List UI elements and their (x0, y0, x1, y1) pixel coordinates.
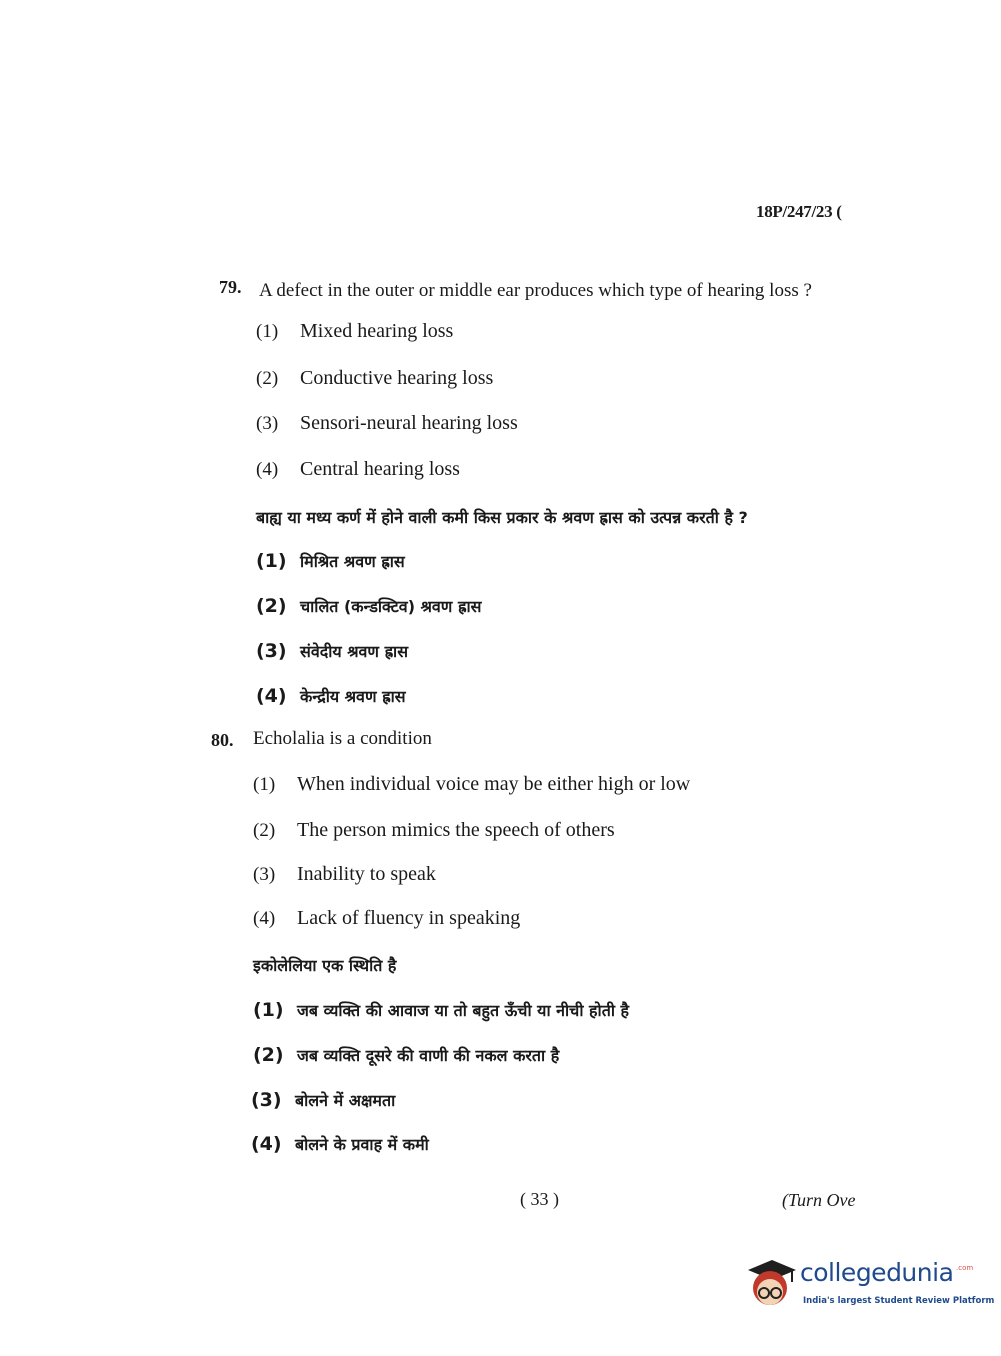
question-79-text-hi: बाह्य या मध्य कर्ण में होने वाली कमी किस प्रकार के श्रवण ह्रास को उत्पन्न करती है ? (256, 508, 748, 527)
paper-code: 18P/247/23 ( (756, 202, 842, 221)
q79-option-3-hi: (3) संवेदीय श्रवण ह्रास (256, 640, 409, 662)
q80-option-3-en: (3) Inability to speak (253, 863, 436, 885)
q80-option-4-hi: (4) बोलने के प्रवाह में कमी (251, 1133, 429, 1155)
q79-option-4-hi: (4) केन्द्रीय श्रवण ह्रास (256, 685, 406, 707)
question-80-number: 80. (211, 730, 234, 750)
q80-option-4-en: (4) Lack of fluency in speaking (253, 907, 521, 929)
question-80-text-hi: इकोलेलिया एक स्थिति है (253, 956, 397, 975)
q80-option-2-hi: (2) जब व्यक्ति दूसरे की वाणी की नकल करता है (253, 1044, 560, 1066)
question-79-number: 79. (219, 277, 242, 297)
question-80-text-en: Echolalia is a condition (253, 728, 432, 749)
collegedunia-logo (742, 1252, 995, 1314)
q79-option-4-en: (4) Central hearing loss (256, 458, 460, 480)
q80-option-2-en: (2) The person mimics the speech of others (253, 819, 615, 841)
page-number: ( 33 ) (520, 1189, 559, 1209)
q79-option-1-hi: (1) मिश्रित श्रवण ह्रास (256, 550, 405, 572)
logo-brand-text: collegedunia (800, 1258, 954, 1287)
q80-option-1-hi: (1) जब व्यक्ति की आवाज या तो बहुत ऊँची या नीची होती है (253, 999, 630, 1021)
q79-option-3-en: (3) Sensori-neural hearing loss (256, 412, 518, 434)
q79-option-1-en: (1) Mixed hearing loss (256, 320, 454, 342)
turn-over-note: (Turn Ove (782, 1190, 856, 1210)
q79-option-2-en: (2) Conductive hearing loss (256, 367, 494, 389)
logo-tagline: India's largest Student Review Platform (803, 1296, 995, 1306)
mascot-icon (742, 1252, 798, 1312)
q80-option-1-en: (1) When individual voice may be either high or low (253, 773, 691, 795)
q79-option-2-hi: (2) चालित (कन्डक्टिव) श्रवण ह्रास (256, 595, 482, 617)
question-79-text-en: A defect in the outer or middle ear produces which type of hearing loss ? (259, 280, 812, 301)
logo-domain-suffix: .com (956, 1264, 974, 1272)
q80-option-3-hi: (3) बोलने में अक्षमता (251, 1089, 396, 1111)
